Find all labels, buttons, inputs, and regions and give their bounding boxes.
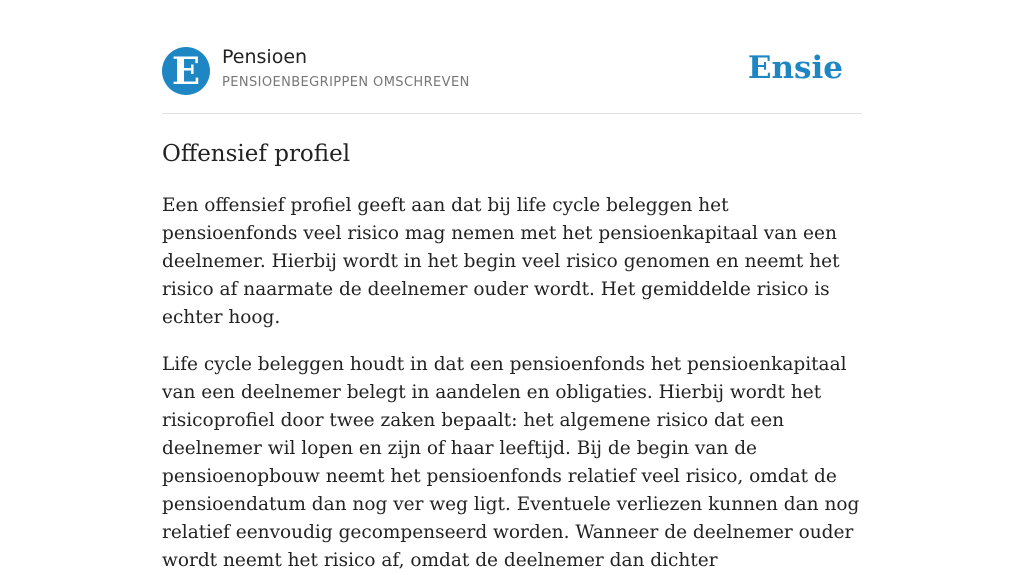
article-body <box>162 192 862 575</box>
article-paragraph: Life cycle beleggen houdt in dat een pensioenfonds het pensioenkapitaal van een deelnemer belegt in aandelen en obligaties. Hierbij wordt het risicoprofiel door twee zaken bepaalt: het algemene risico dat een deelnemer wil lopen en zijn of haar leeftijd. Bij de begin van de pensioenopbouw neemt het pensioenfonds relatief veel risico, omdat de pensioendatum dan nog ver weg ligt. Eventuele verliezen kunnen dan nog relatief eenvoudig gecompenseerd worden. Wanneer de deelnemer ouder wordt neemt het risico af, omdat de deelnemer dan dichter <box>162 354 860 571</box>
page <box>162 0 862 575</box>
site-logo-icon[interactable]: E <box>162 47 210 95</box>
site-header <box>162 0 862 114</box>
page-title: Offensief profiel <box>162 141 351 167</box>
site-name[interactable]: Pensioen <box>222 46 308 68</box>
article-paragraph: Een offensief profiel geeft aan dat bij life cycle beleggen het pensioenfonds veel risico mag nemen met het pensioenkapitaal van een deelnemer. Hierbij wordt in het begin veel risico genomen en neemt het risico af naarmate de deelnemer ouder wordt. Het gemiddelde risico is echter hoog. <box>162 195 840 328</box>
site-tagline: PENSIOENBEGRIPPEN OMSCHREVEN <box>222 75 470 90</box>
brand-logo[interactable]: Ensie <box>747 50 843 86</box>
